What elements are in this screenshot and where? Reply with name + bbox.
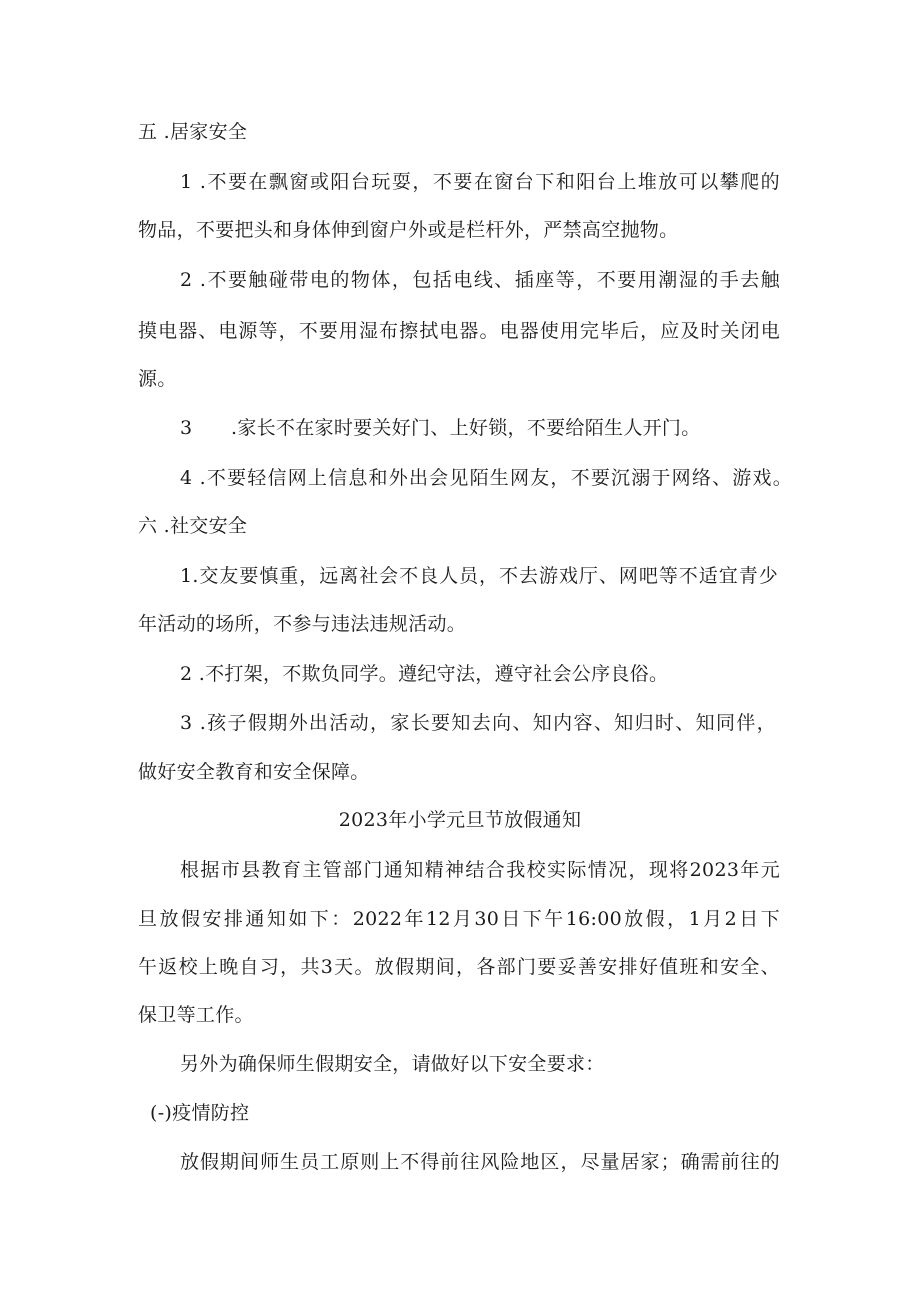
section-heading-social-safety: 六 .社交安全 [138,515,248,537]
paragraph-line: 保卫等工作。 [138,1004,254,1026]
paragraph-line: 物品，不要把头和身体伸到窗户外或是栏杆外，严禁高空抛物。 [138,219,679,241]
paragraph-line: 1 .不要在飘窗或阳台玩耍，不要在窗台下和阳台上堆放可以攀爬的 [180,171,780,193]
paragraph-line: 放假期间师生员工原则上不得前往风险地区，尽量居家；确需前往的 [180,1151,780,1173]
paragraph-line: 1.交友要慎重，远离社会不良人员，不去游戏厅、网吧等不适宜青少 [180,565,778,587]
paragraph-line: 源。 [138,368,177,390]
sub-heading-epidemic-control: (-)疫情防控 [150,1102,250,1124]
notice-title: 2023年小学元旦节放假通知 [338,809,582,831]
paragraph-line: 4 .不要轻信网上信息和外出会见陌生网友，不要沉溺于网络、游戏。 [180,467,792,489]
paragraph-line: 午返校上晚自习，共3天。放假期间，各部门要妥善安排好值班和安全、 [138,956,780,978]
paragraph-line: 摸电器、电源等，不要用湿布擦拭电器。电器使用完毕后，应及时关闭电 [138,320,780,342]
paragraph-line: 年活动的场所，不参与违法违规活动。 [138,613,467,635]
paragraph-line: 3 .孩子假期外出活动，家长要知去向、知内容、知归时、知同伴， [180,712,776,734]
paragraph-line: 2 .不要触碰带电的物体，包括电线、插座等，不要用潮湿的手去触 [180,269,780,291]
paragraph-line: 3 .家长不在家时要关好门、上好锁，不要给陌生人开门。 [180,417,701,439]
paragraph-line: 做好安全教育和安全保障。 [138,761,370,783]
paragraph-line: 旦放假安排通知如下：2022年12月30日下午16:00放假，1月2日下 [138,908,780,930]
paragraph-line: 根据市县教育主管部门通知精神结合我校实际情况，现将2023年元 [180,859,780,881]
section-heading-home-safety: 五 .居家安全 [138,121,248,143]
paragraph-line: 另外为确保师生假期安全，请做好以下安全要求： [180,1053,605,1075]
paragraph-line: 2 .不打架，不欺负同学。遵纪守法，遵守社会公序良俗。 [180,663,669,685]
